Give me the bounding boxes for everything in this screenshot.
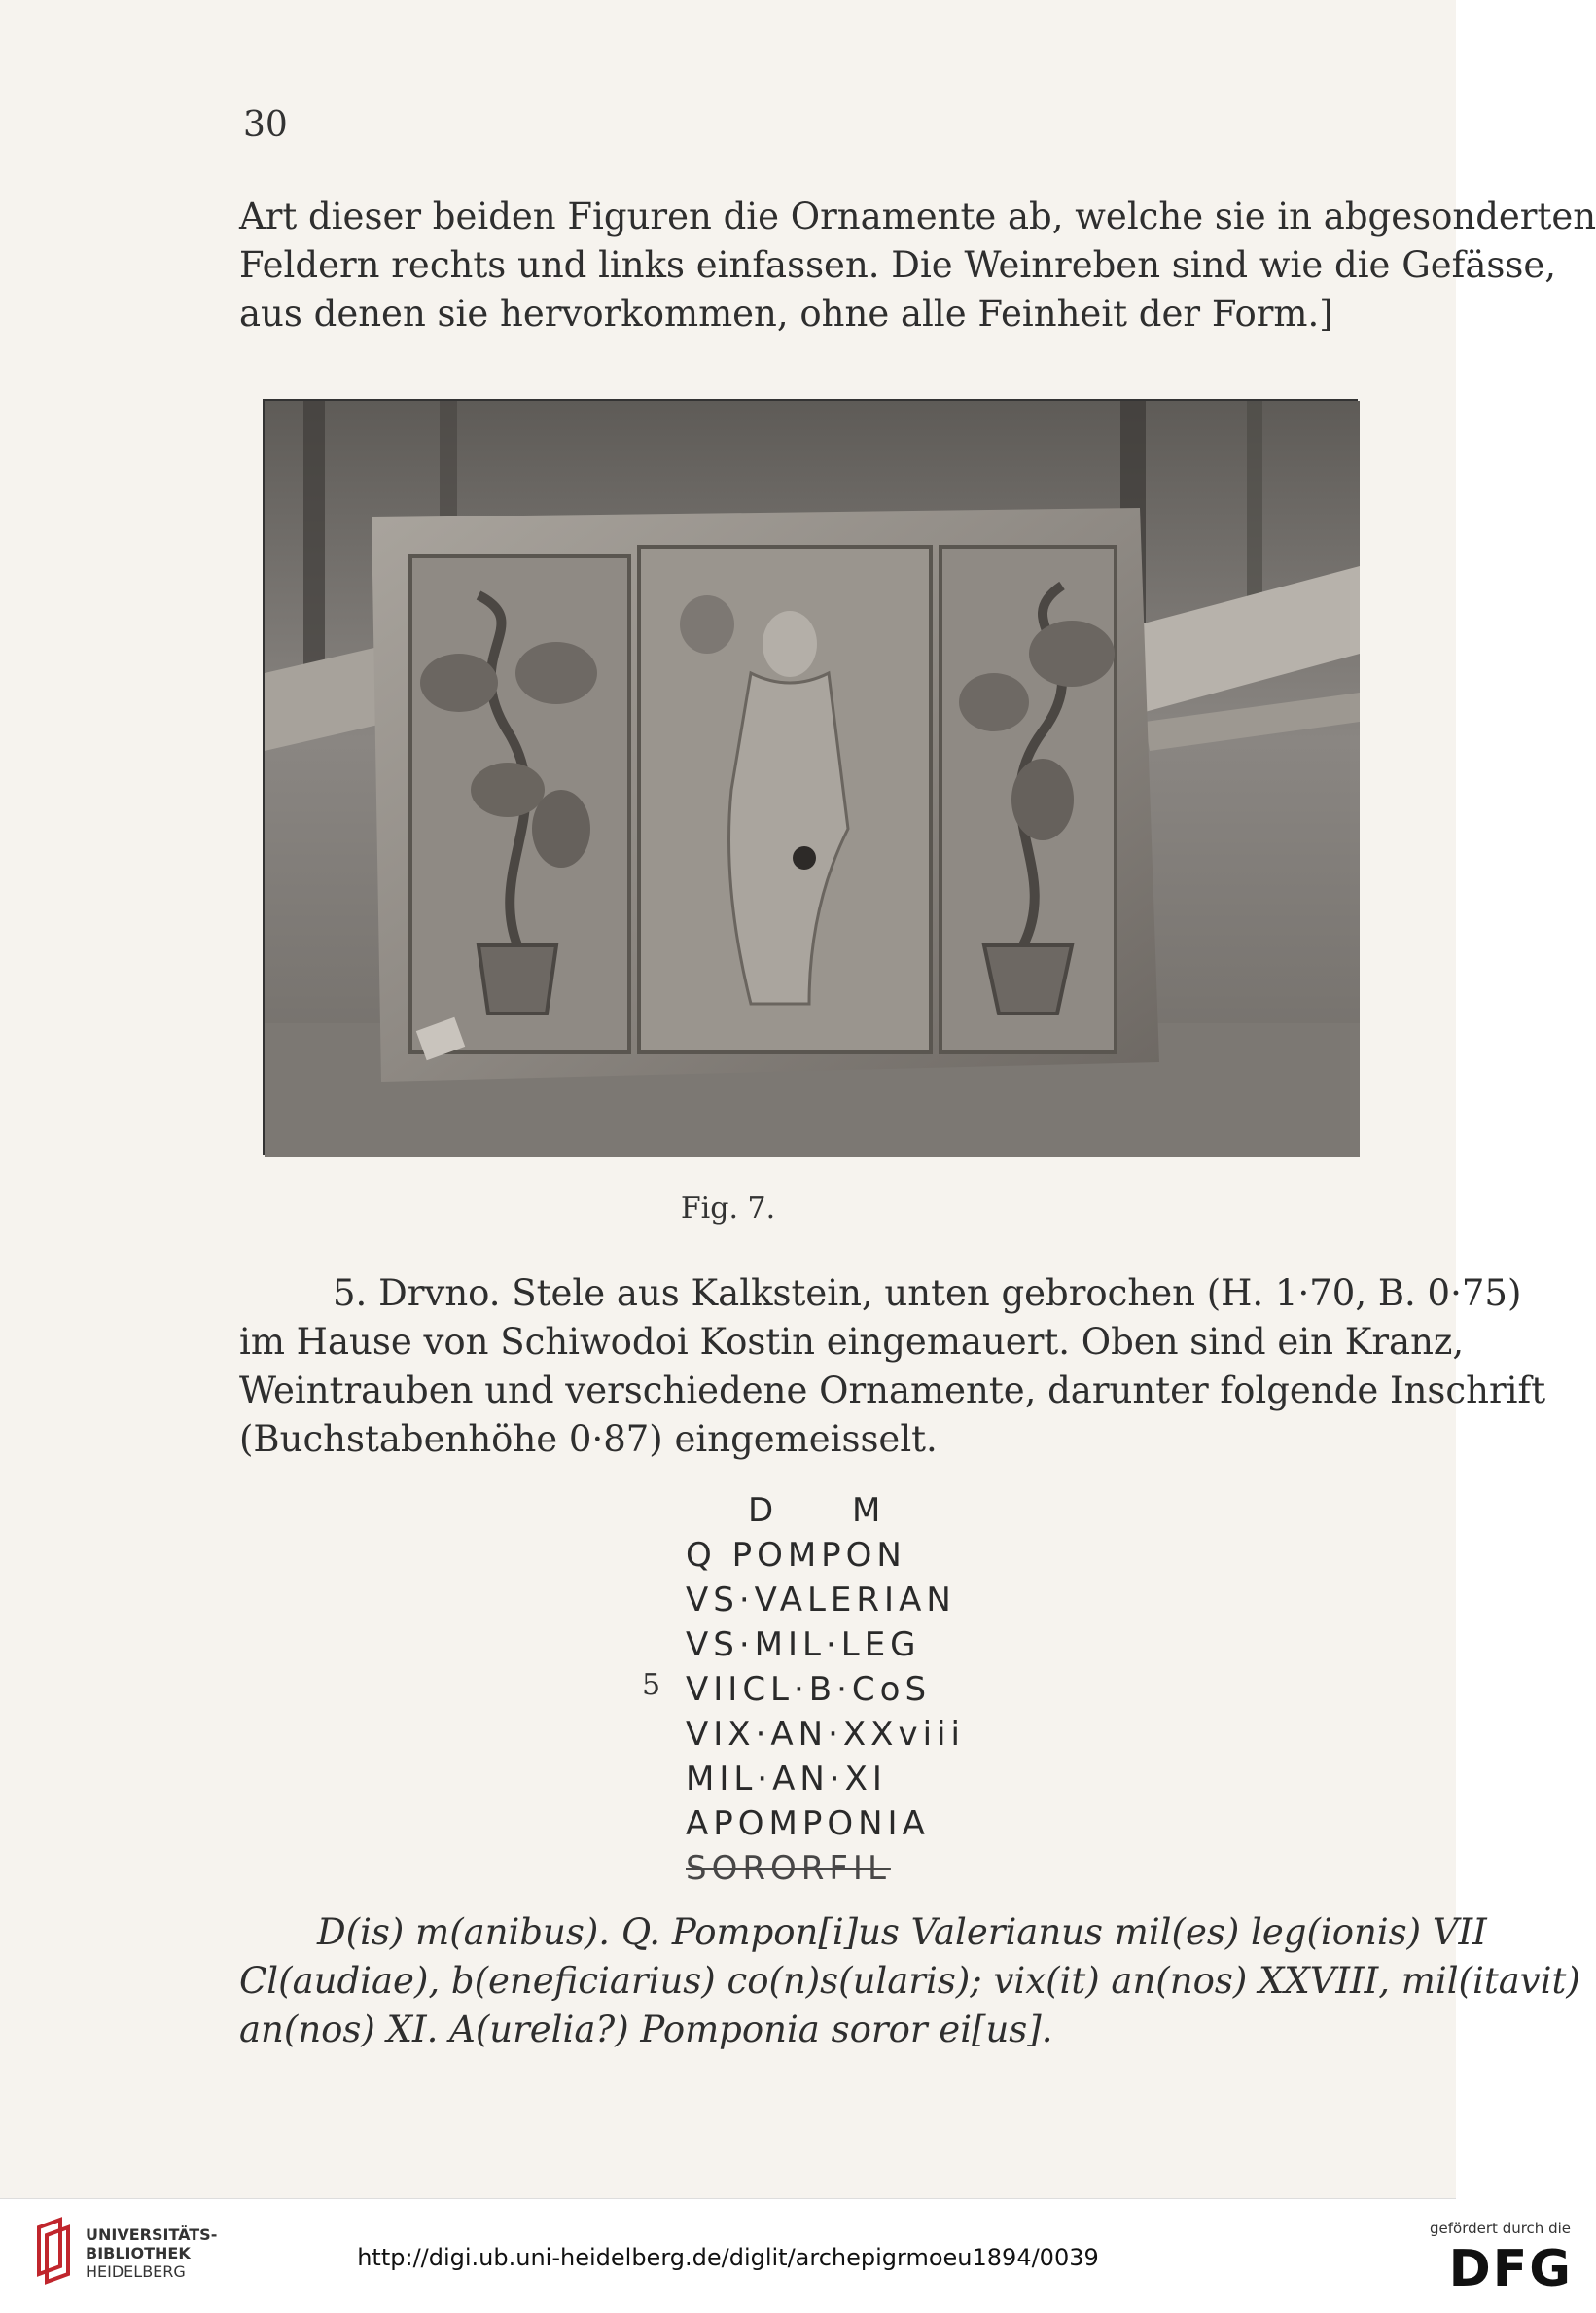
funder-note: gefördert durch die — [1430, 2220, 1571, 2237]
source-url-link[interactable]: http://digi.ub.uni-heidelberg.de/diglit/archepigrmoeu1894/0039 — [357, 2244, 1099, 2271]
inscription-transcription — [686, 1488, 965, 1891]
inscription-line: SORORFIL — [686, 1849, 891, 1888]
inscription-line: D M — [748, 1491, 886, 1530]
text-line: Cl(audiae), b(eneficiarius) co(n)s(ularis); vix(it) an(nos) XXVIII, mil(itavit) — [239, 1960, 1580, 2002]
university-name-line: UNIVERSITÄTS- — [86, 2225, 218, 2244]
inscription-line: Q POMPON — [686, 1536, 906, 1575]
paragraph-3 — [239, 1908, 1580, 2054]
university-name-line: BIBLIOTHEK — [86, 2244, 191, 2262]
paragraph-2 — [239, 1269, 1546, 1464]
text-line: 5. Drvno. Stele aus Kalkstein, unten gebrochen (H. 1·70, B. 0·75) — [333, 1272, 1522, 1314]
page-number: 30 — [243, 105, 288, 145]
inscription-line-number: 5 — [642, 1668, 661, 1702]
inscription-line: VIX·AN·XXviii — [686, 1715, 965, 1754]
text-line: aus denen sie hervorkommen, ohne alle Feinheit der Form.] — [239, 293, 1333, 335]
text-line: (Buchstabenhöhe 0·87) eingemeisselt. — [239, 1418, 938, 1460]
stele-photograph — [263, 399, 1358, 1155]
inscription-line: MIL·AN·XI — [686, 1760, 887, 1798]
inscription-line: APOMPONIA — [686, 1804, 930, 1843]
inscription-line: VIICL·B·CoS — [686, 1670, 932, 1709]
figure-caption: Fig. 7. — [680, 1192, 776, 1226]
dfg-logo: DFG — [1448, 2240, 1573, 2298]
text-line: an(nos) XI. A(urelia?) Pomponia soror ei[us]. — [239, 2009, 1053, 2050]
text-line: im Hause von Schiwodoi Kostin eingemauert. Oben sind ein Kranz, — [239, 1321, 1465, 1363]
stele-photo-illustration — [265, 401, 1360, 1156]
text-line: D(is) m(anibus). Q. Pompon[i]us Valerianus mil(es) leg(ionis) VII — [317, 1911, 1487, 1953]
inscription-line: VS·MIL·LEG — [686, 1625, 921, 1664]
text-line: Weintrauben und verschiedene Ornamente, darunter folgende Inschrift — [239, 1370, 1546, 1411]
inscription-line: VS·VALERIAN — [686, 1581, 956, 1619]
text-line: Feldern rechts und links einfassen. Die Weinreben sind wie die Gefässe, — [239, 244, 1557, 286]
university-name-line: HEIDELBERG — [86, 2262, 186, 2281]
paragraph-1 — [239, 193, 1596, 338]
text-line: Art dieser beiden Figuren die Ornamente ab, welche sie in abgesonderten — [239, 196, 1596, 237]
